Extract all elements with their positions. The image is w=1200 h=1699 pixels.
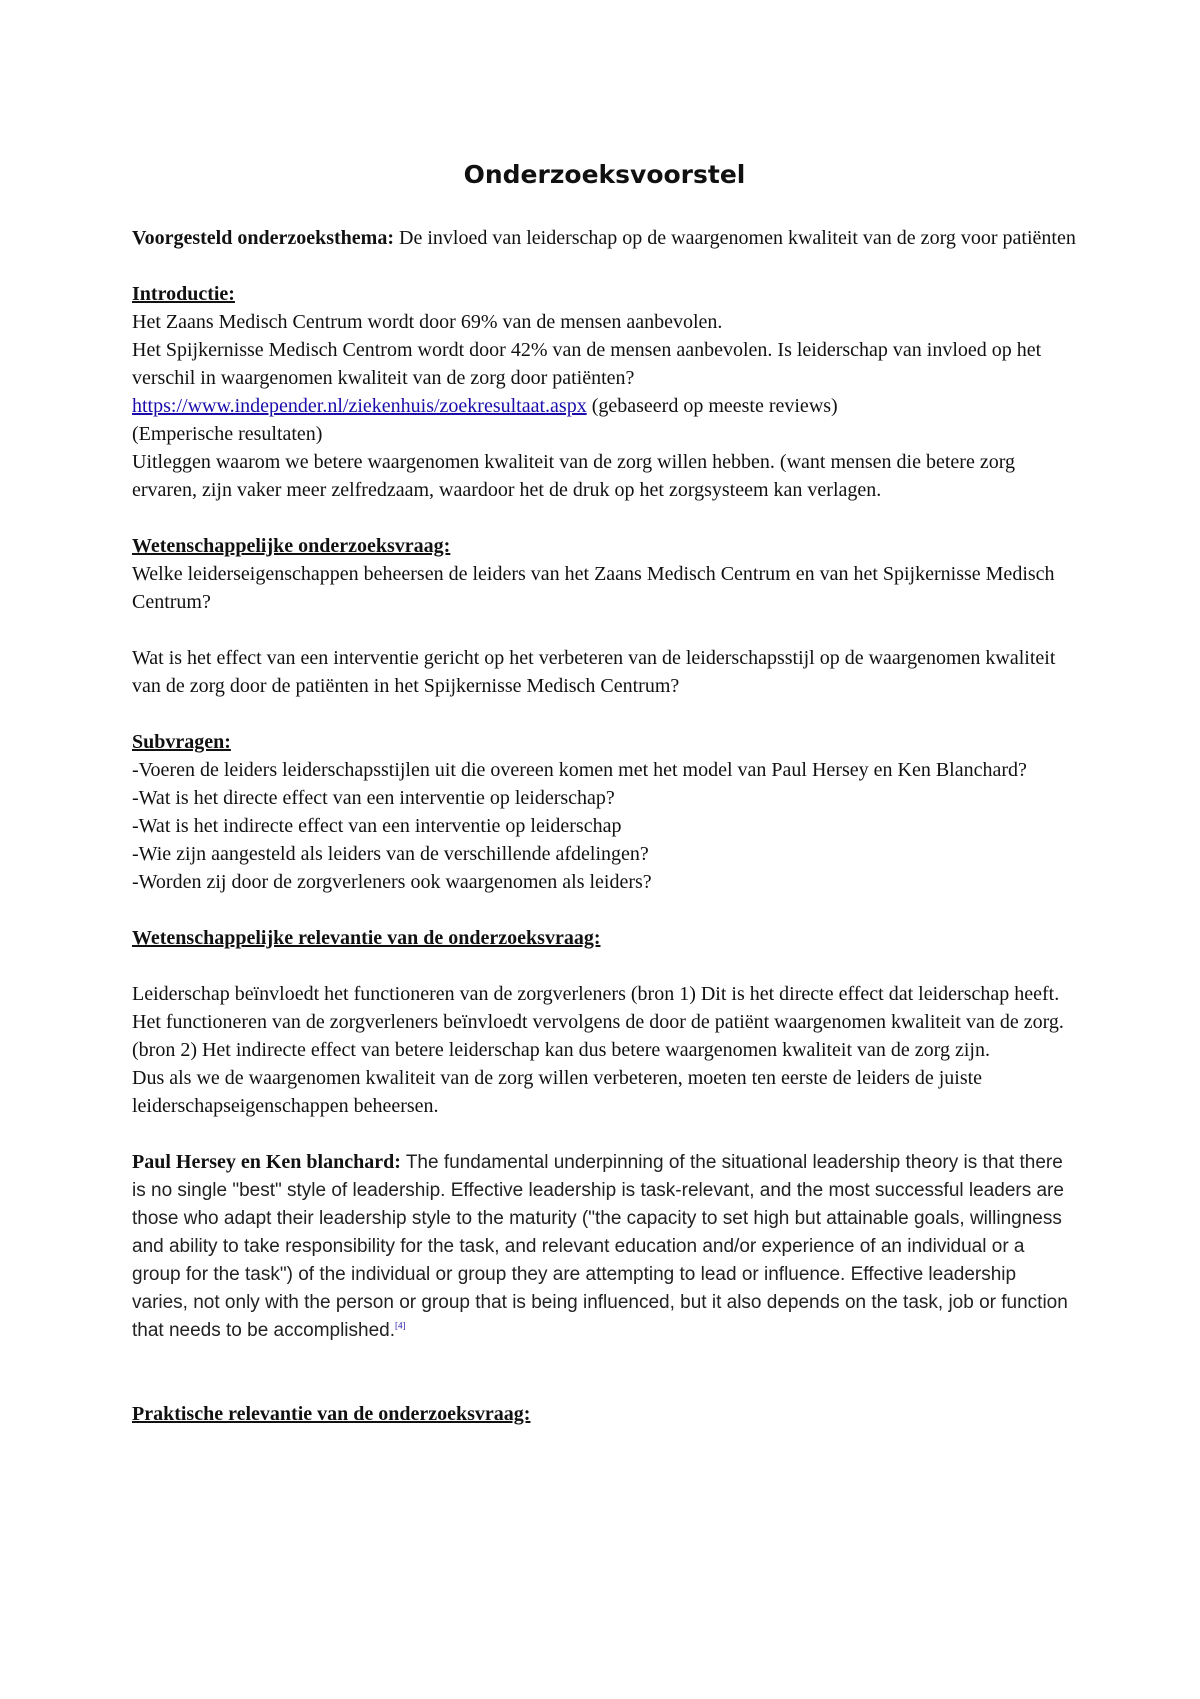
scientific-relevance-p1: Leiderschap beïnvloedt het functioneren van de zorgverleners (bron 1) Dit is het directe effect dat leiderschap heeft. [132, 983, 1060, 1005]
subquestion-item: -Wie zijn aangesteld als leiders van de verschillende afdelingen? [132, 843, 649, 865]
intro-line-1: Het Zaans Medisch Centrum wordt door 69% van de mensen aanbevolen. [132, 311, 723, 333]
hersey-label: Paul Hersey en Ken blanchard: [132, 1151, 401, 1173]
page-title: Onderzoeksvoorstel [463, 160, 746, 189]
intro-line-2: Het Spijkernisse Medisch Centrom wordt door 42% van de mensen aanbevolen. Is leiderschap van invloed op het verschil in waargenomen kwaliteit van de zorg door patiënten? [132, 339, 1042, 389]
research-question-heading: Wetenschappelijke onderzoeksvraag: [132, 535, 451, 557]
scientific-relevance-heading: Wetenschappelijke relevantie van de onderzoeksvraag: [132, 927, 601, 949]
document-body [132, 150, 1077, 1428]
theme-text: De invloed van leiderschap op de waargenomen kwaliteit van de zorg voor patiënten [399, 227, 1076, 249]
intro-line-3: Uitleggen waarom we betere waargenomen kwaliteit van de zorg willen hebben. (want mensen die betere zorg ervaren, zijn vaker meer zelfredzaam, waardoor het de druk op het zorgsysteem kan verlagen. [132, 451, 1015, 501]
link-note: (gebaseerd op meeste reviews) [586, 395, 838, 417]
subquestion-item: -Wat is het directe effect van een interventie op leiderschap? [132, 787, 615, 809]
practical-relevance-heading: Praktische relevantie van de onderzoeksvraag: [132, 1403, 531, 1425]
subquestions-heading: Subvragen: [132, 731, 231, 753]
scientific-relevance-p2: Het functioneren van de zorgverleners beïnvloedt vervolgens de door de patiënt waargenomen kwaliteit van de zorg. (bron 2) Het indirecte effect van betere leiderschap kan dus betere waargenomen kwaliteit van de zorg zijn. [132, 1011, 1064, 1061]
research-question-2: Wat is het effect van een interventie gericht op het verbeteren van de leiderschapsstijl op de waargenomen kwaliteit van de zorg door de patiënten in het Spijkernisse Medisch Centrum? [132, 647, 1056, 697]
hersey-text: The fundamental underpinning of the situational leadership theory is that there is no single "best" style of leadership. Effective leadership is task-relevant, and the most successful leaders are those who adapt their leadership style to the maturity ("the capacity to set high but attainable goals, willingness and ability to take responsibility for the task, and relevant education and/or experience of an individual or a group for the task") of the individual or group they are attempting to lead or influence. Effective leadership varies, not only with the person or group that is being influenced, but it also depends on the task, job or function that needs to be accomplished. [132, 1152, 1068, 1341]
reference-marker[interactable]: [4] [395, 1320, 406, 1331]
subquestion-item: -Worden zij door de zorgverleners ook waargenomen als leiders? [132, 871, 652, 893]
scientific-relevance-p3: Dus als we de waargenomen kwaliteit van de zorg willen verbeteren, moeten ten eerste de leiders de juiste leiderschapseigenschappen beheersen. [132, 1067, 983, 1117]
introduction-heading: Introductie: [132, 283, 235, 305]
subquestion-item: -Voeren de leiders leiderschapsstijlen uit die overeen komen met het model van Paul Hersey en Ken Blanchard? [132, 759, 1027, 781]
independer-link[interactable]: https://www.independer.nl/ziekenhuis/zoekresultaat.aspx [132, 395, 587, 417]
hersey-paragraph [132, 1148, 1077, 1344]
subquestion-item: -Wat is het indirecte effect van een interventie op leiderschap [132, 815, 622, 837]
research-question-1: Welke leiderseigenschappen beheersen de leiders van het Zaans Medisch Centrum en van het Spijkernisse Medisch Centrum? [132, 563, 1055, 613]
intro-link-line [132, 392, 1077, 420]
results-note: (Emperische resultaten) [132, 423, 323, 445]
theme-paragraph [132, 224, 1077, 252]
theme-label: Voorgesteld onderzoeksthema: [132, 227, 395, 249]
